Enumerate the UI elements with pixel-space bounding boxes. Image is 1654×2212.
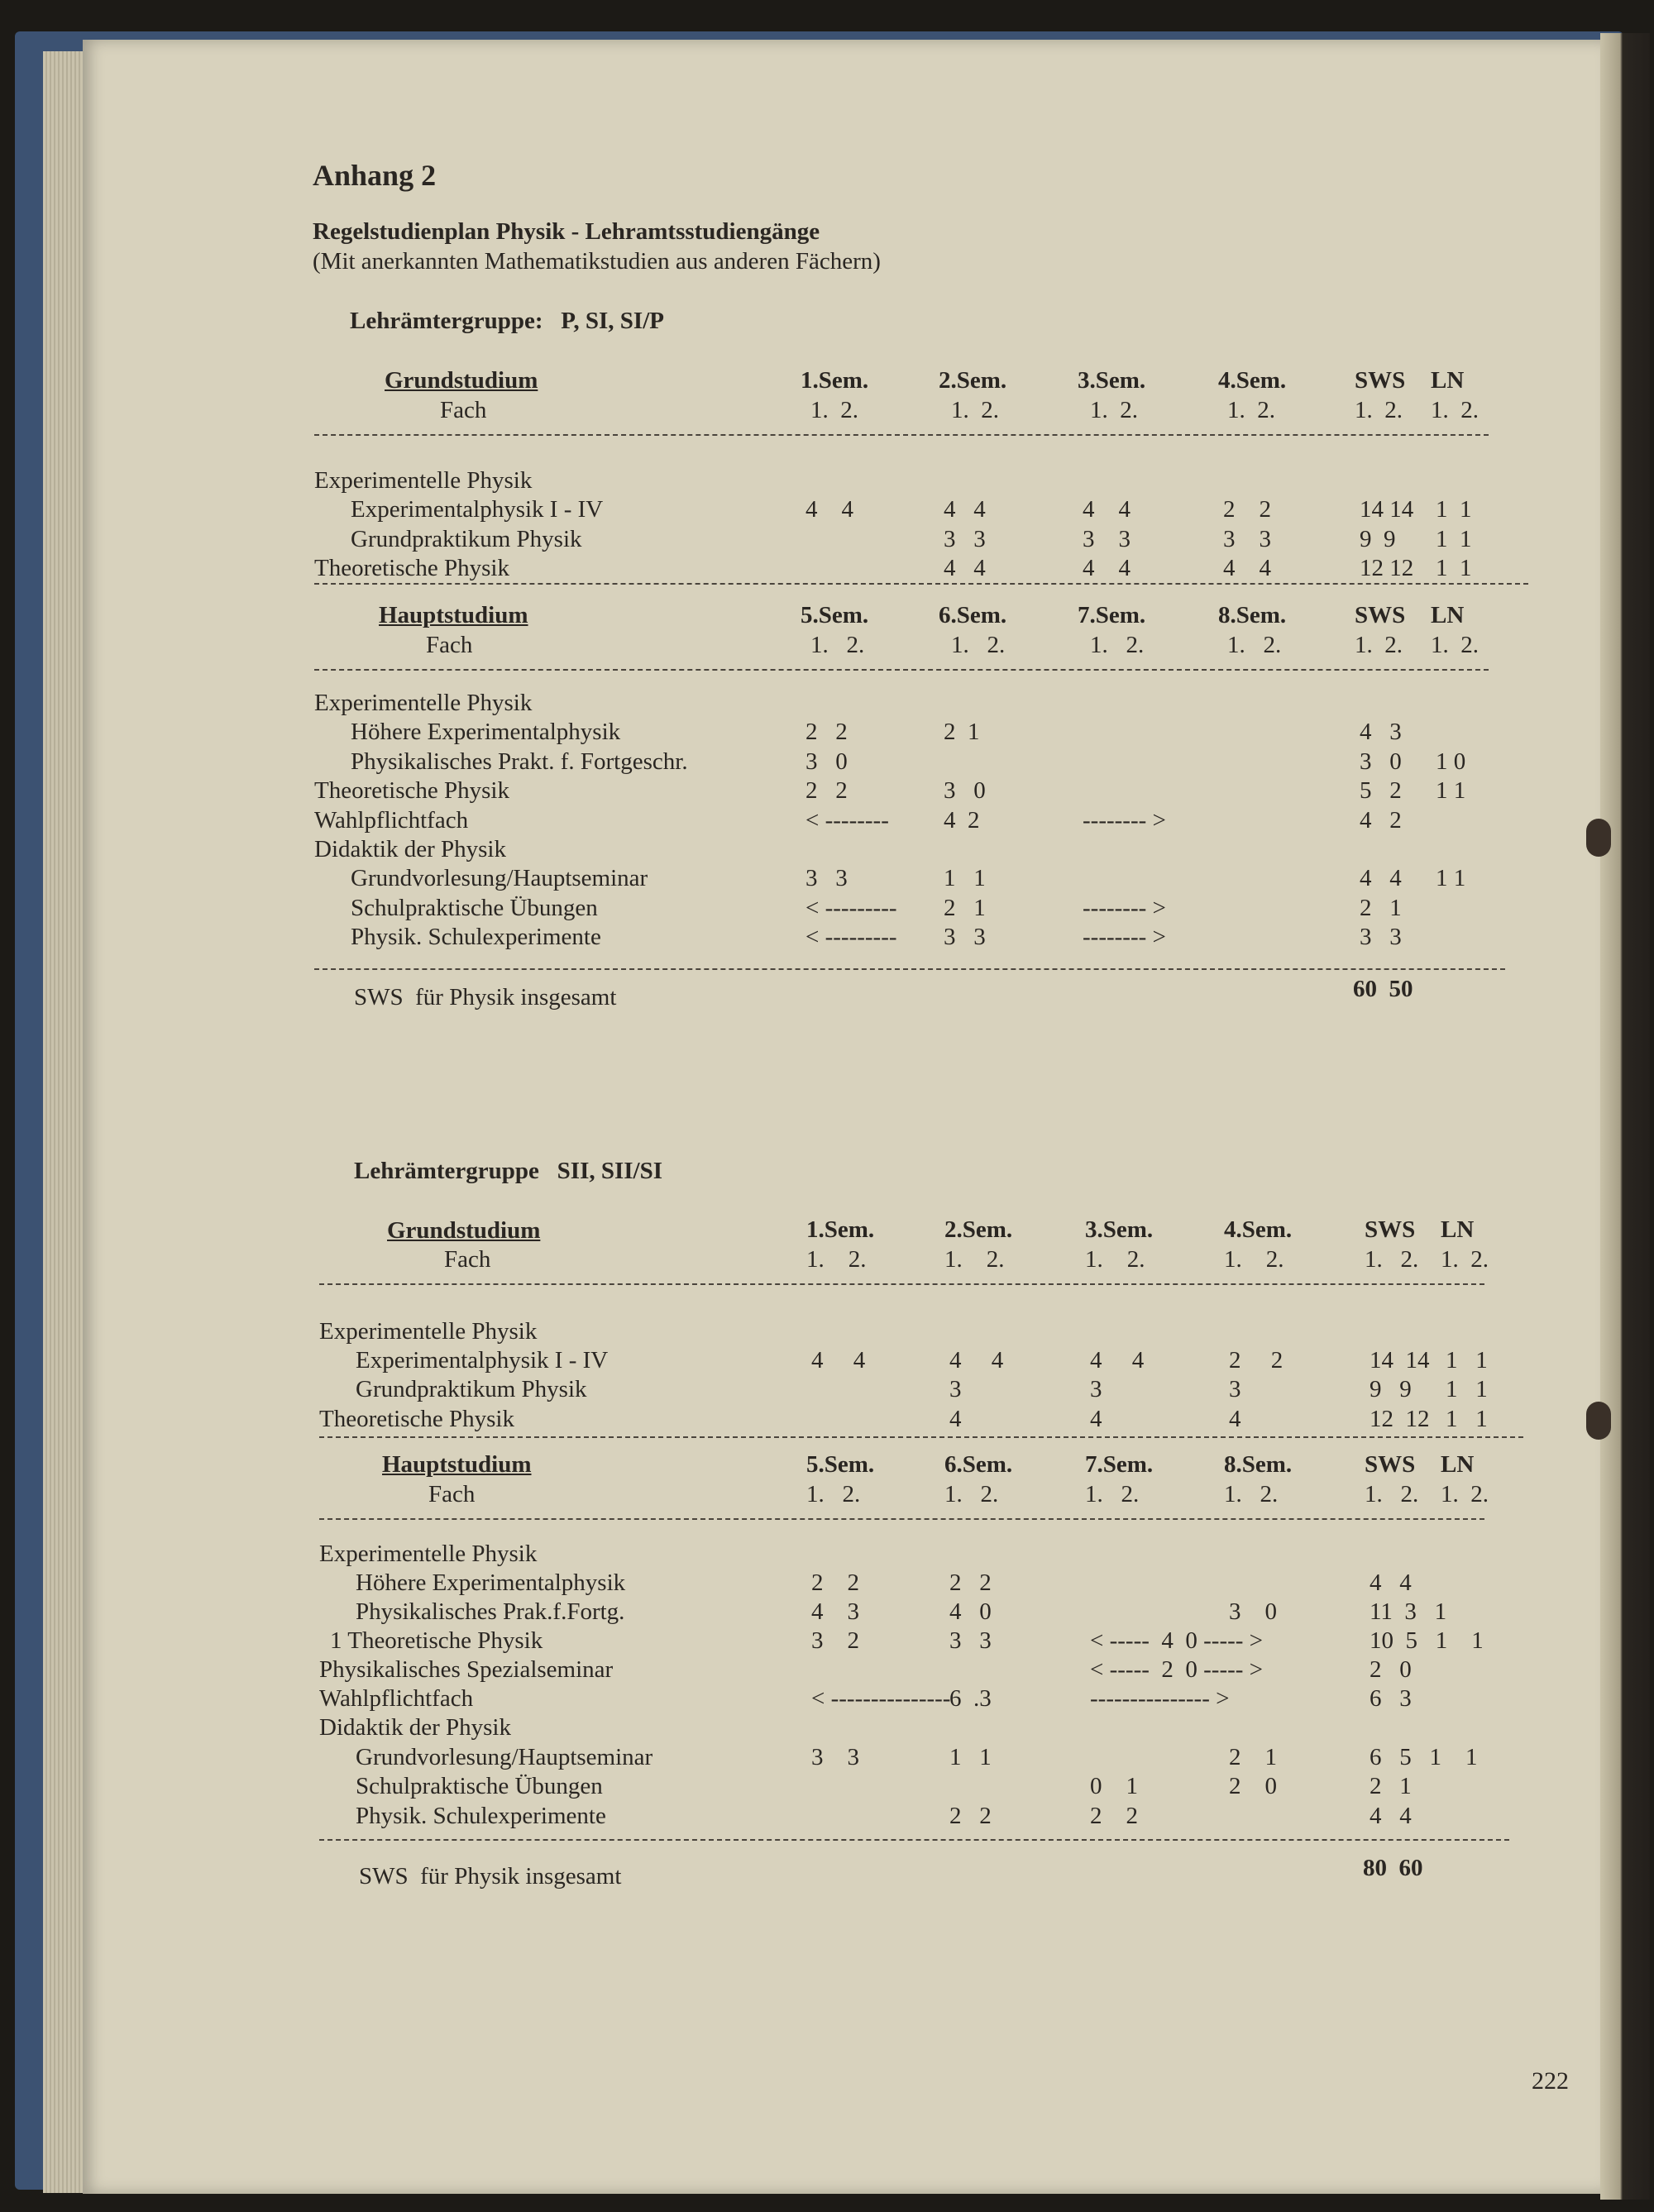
table-cell: 3 0 (1229, 1598, 1277, 1625)
table-cell: 1 1 (1436, 865, 1466, 891)
table-cell: 3 (1229, 1376, 1241, 1402)
table-cell: 6 5 1 1 (1370, 1744, 1478, 1770)
sub-column-header: 1. 2. (1431, 397, 1479, 423)
table-cell: 4 2 (944, 807, 980, 834)
table-cell: 4 4 (811, 1347, 866, 1374)
appendix-title: Anhang 2 (313, 159, 437, 192)
sws-header: SWS (1355, 602, 1406, 628)
dashed-rule (314, 434, 1489, 436)
dashed-rule (314, 669, 1489, 671)
row-label: Experimentelle Physik (319, 1541, 538, 1567)
table-cell: 3 3 (811, 1744, 859, 1770)
semester-header: 1.Sem. (806, 1216, 875, 1243)
table-cell: 3 (949, 1376, 962, 1402)
sub-column-header: 1. 2. (1365, 1481, 1419, 1507)
table-cell: 3 3 (1360, 924, 1402, 950)
table-cell: 10 5 1 1 (1370, 1627, 1484, 1654)
total-value: 80 60 (1363, 1855, 1423, 1881)
table-cell: 1 1 (1436, 777, 1466, 804)
document-title: Regelstudienplan Physik - Lehramtsstudiengänge (313, 218, 820, 245)
table-cell: 3 3 (944, 924, 986, 950)
table-cell: 4 4 (1370, 1803, 1412, 1829)
sub-column-header: 1. 2. (1355, 632, 1403, 658)
sub-column-header: 1. 2. (944, 1481, 999, 1507)
row-label: Physikalisches Prakt. f. Fortgeschr. (351, 748, 688, 775)
table-cell: 2 2 (805, 719, 848, 745)
semester-header: 5.Sem. (801, 602, 869, 628)
grundstudium-heading: Grundstudium (387, 1217, 541, 1244)
dashed-rule (319, 1518, 1484, 1520)
row-label: Grundpraktikum Physik (351, 526, 582, 552)
table-cell: 3 3 (805, 865, 848, 891)
table-cell: 3 0 (944, 777, 986, 804)
table-cell: < ----- 2 0 ----- > (1090, 1656, 1264, 1683)
table-cell: 1 1 (1436, 526, 1472, 552)
table-cell: 2 1 (1360, 895, 1402, 921)
table-cell: 1 0 (1436, 748, 1466, 775)
table-cell: < --------- (805, 924, 897, 950)
sws-header: SWS (1365, 1216, 1416, 1243)
row-label: Experimentelle Physik (314, 467, 533, 494)
sub-column-header: 1. 2. (1085, 1481, 1140, 1507)
semester-header: 5.Sem. (806, 1451, 875, 1478)
sub-column-header: 1. 2. (1227, 397, 1275, 423)
sub-column-header: 1. 2. (1090, 397, 1138, 423)
group-title: Lehrämtergruppe SII, SII/SI (354, 1158, 663, 1184)
table-cell: 4 4 (1370, 1569, 1412, 1596)
table-cell: < --------------- (811, 1685, 951, 1712)
row-label: Grundvorlesung/Hauptseminar (351, 865, 648, 891)
table-cell: 3 3 (1083, 526, 1131, 552)
sub-column-header: 1. 2. (951, 397, 999, 423)
hauptstudium-heading: Hauptstudium (379, 602, 528, 628)
dashed-rule (319, 1839, 1509, 1841)
table-cell: -------- > (1083, 924, 1166, 950)
table-cell: 6 .3 (949, 1685, 992, 1712)
table-cell: 4 4 (1090, 1347, 1145, 1374)
semester-header: 7.Sem. (1078, 602, 1146, 628)
table-cell: < ----- 4 0 ----- > (1090, 1627, 1264, 1654)
table-cell: 1 1 (1446, 1406, 1488, 1432)
sub-column-header: 1. 2. (806, 1481, 861, 1507)
semester-header: 7.Sem. (1085, 1451, 1154, 1478)
sub-column-header: 1. 2. (944, 1246, 1005, 1273)
table-cell: 4 4 (1223, 555, 1271, 581)
table-cell: 3 3 (944, 526, 986, 552)
sub-column-header: 1. 2. (1224, 1246, 1284, 1273)
table-cell: 12 12 (1360, 555, 1414, 581)
row-label: Theoretische Physik (319, 1406, 514, 1432)
table-cell: 5 2 (1360, 777, 1402, 804)
group-title: Lehrämtergruppe: P, SI, SI/P (350, 308, 664, 334)
ln-header: LN (1431, 367, 1465, 394)
ln-header: LN (1441, 1451, 1475, 1478)
sub-column-header: 1. 2. (1085, 1246, 1145, 1273)
row-label: Wahlpflichtfach (319, 1685, 474, 1712)
sub-column-header: 1. 2. (1365, 1246, 1419, 1273)
sub-column-header: 1. 2. (810, 397, 858, 423)
table-cell: 2 2 (805, 777, 848, 804)
sub-column-header: 1. 2. (1224, 1481, 1279, 1507)
row-label: Grundvorlesung/Hauptseminar (356, 1744, 653, 1770)
table-cell: 1 1 (1446, 1376, 1488, 1402)
table-cell: 2 2 (1090, 1803, 1138, 1829)
table-cell: 4 (949, 1406, 962, 1432)
dashed-rule (314, 583, 1528, 585)
table-cell: 4 4 (944, 555, 986, 581)
table-cell: 14 14 (1370, 1347, 1430, 1374)
sub-column-header: 1. 2. (1227, 632, 1282, 658)
table-cell: 4 3 (811, 1598, 859, 1625)
sub-column-header: 1. 2. (1090, 632, 1145, 658)
table-cell: < --------- (805, 895, 897, 921)
table-cell: 2 2 (1229, 1347, 1284, 1374)
dashed-rule (319, 1283, 1484, 1285)
dashed-rule (314, 968, 1505, 970)
sub-column-header: 1. 2. (810, 632, 865, 658)
sub-column-header: 1. 2. (1355, 397, 1403, 423)
table-cell: 1 1 (1436, 496, 1472, 523)
table-cell: 4 4 (949, 1347, 1004, 1374)
document-subtitle: (Mit anerkannten Mathematikstudien aus anderen Fächern) (313, 248, 881, 275)
row-label: Höhere Experimentalphysik (356, 1569, 626, 1596)
semester-header: 2.Sem. (939, 367, 1007, 394)
row-label: Höhere Experimentalphysik (351, 719, 621, 745)
table-cell: 12 12 (1370, 1406, 1430, 1432)
sub-column-header: 1. 2. (1441, 1481, 1489, 1507)
semester-header: 4.Sem. (1218, 367, 1287, 394)
table-cell: -------- > (1083, 807, 1166, 834)
table-cell: 2 2 (949, 1569, 992, 1596)
table-cell: 2 2 (811, 1569, 859, 1596)
row-label: Physik. Schulexperimente (351, 924, 601, 950)
sws-header: SWS (1365, 1451, 1416, 1478)
dashed-rule (319, 1436, 1523, 1438)
fach-label: Fach (428, 1481, 476, 1507)
ln-header: LN (1431, 602, 1465, 628)
table-cell: 1 1 (1436, 555, 1472, 581)
total-label: SWS für Physik insgesamt (354, 984, 617, 1010)
table-cell: 3 0 (1360, 748, 1402, 775)
table-cell: 9 9 (1370, 1376, 1412, 1402)
table-cell: 4 4 (944, 496, 986, 523)
table-cell: 4 4 (1083, 555, 1131, 581)
table-cell: 2 1 (944, 895, 986, 921)
semester-header: 4.Sem. (1224, 1216, 1293, 1243)
row-label: 1 Theoretische Physik (330, 1627, 543, 1654)
table-cell: 3 0 (805, 748, 848, 775)
table-cell: 1 1 (944, 865, 986, 891)
table-cell: 1 1 (1446, 1347, 1488, 1374)
table-cell: 11 3 1 (1370, 1598, 1447, 1625)
fach-label: Fach (440, 397, 487, 423)
table-cell: 2 0 (1229, 1773, 1277, 1799)
hauptstudium-heading: Hauptstudium (382, 1451, 532, 1478)
row-label: Didaktik der Physik (314, 836, 506, 862)
sub-column-header: 1. 2. (1431, 632, 1479, 658)
row-label: Physikalisches Prak.f.Fortg. (356, 1598, 625, 1625)
sub-column-header: 1. 2. (1441, 1246, 1489, 1273)
table-cell: 4 0 (949, 1598, 992, 1625)
row-label: Didaktik der Physik (319, 1714, 511, 1741)
table-cell: 3 2 (811, 1627, 859, 1654)
row-label: Wahlpflichtfach (314, 807, 469, 834)
row-label: Experimentalphysik I - IV (351, 496, 604, 523)
table-cell: 2 0 (1370, 1656, 1412, 1683)
table-cell: 1 1 (949, 1744, 992, 1770)
sub-column-header: 1. 2. (951, 632, 1006, 658)
row-label: Physikalisches Spezialseminar (319, 1656, 614, 1683)
table-cell: 2 2 (949, 1803, 992, 1829)
table-cell: 0 1 (1090, 1773, 1138, 1799)
semester-header: 6.Sem. (939, 602, 1007, 628)
semester-header: 3.Sem. (1085, 1216, 1154, 1243)
total-label: SWS für Physik insgesamt (359, 1863, 622, 1890)
fach-label: Fach (426, 632, 473, 658)
table-cell: 14 14 (1360, 496, 1414, 523)
row-label: Experimentelle Physik (319, 1318, 538, 1345)
table-cell: 4 3 (1360, 719, 1402, 745)
table-cell: 3 3 (949, 1627, 992, 1654)
table-cell: 4 4 (1083, 496, 1131, 523)
semester-header: 6.Sem. (944, 1451, 1013, 1478)
semester-header: 2.Sem. (944, 1216, 1013, 1243)
row-label: Experimentalphysik I - IV (356, 1347, 609, 1374)
table-cell: 2 1 (1229, 1744, 1277, 1770)
table-cell: 2 1 (944, 719, 980, 745)
row-label: Schulpraktische Übungen (351, 895, 598, 921)
row-label: Experimentelle Physik (314, 690, 533, 716)
grundstudium-heading: Grundstudium (385, 367, 538, 394)
ln-header: LN (1441, 1216, 1475, 1243)
table-cell: 4 (1090, 1406, 1102, 1432)
row-label: Schulpraktische Übungen (356, 1773, 603, 1799)
table-cell: 2 1 (1370, 1773, 1412, 1799)
fach-label: Fach (444, 1246, 491, 1273)
table-cell: 4 2 (1360, 807, 1402, 834)
table-cell: 2 2 (1223, 496, 1271, 523)
table-cell: --------------- > (1090, 1685, 1230, 1712)
semester-header: 3.Sem. (1078, 367, 1146, 394)
sws-header: SWS (1355, 367, 1406, 394)
table-cell: 9 9 (1360, 526, 1396, 552)
semester-header: 1.Sem. (801, 367, 869, 394)
table-cell: < -------- (805, 807, 889, 834)
row-label: Theoretische Physik (314, 777, 509, 804)
table-cell: 4 4 (805, 496, 853, 523)
page-number: 222 (1532, 2067, 1569, 2095)
semester-header: 8.Sem. (1224, 1451, 1293, 1478)
table-cell: 4 4 (1360, 865, 1402, 891)
table-cell: 6 3 (1370, 1685, 1412, 1712)
semester-header: 8.Sem. (1218, 602, 1287, 628)
total-value: 60 50 (1353, 976, 1413, 1002)
table-cell: -------- > (1083, 895, 1166, 921)
table-cell: 3 3 (1223, 526, 1271, 552)
table-cell: 3 (1090, 1376, 1102, 1402)
table-cell: 4 (1229, 1406, 1241, 1432)
row-label: Theoretische Physik (314, 555, 509, 581)
sub-column-header: 1. 2. (806, 1246, 867, 1273)
row-label: Grundpraktikum Physik (356, 1376, 587, 1402)
row-label: Physik. Schulexperimente (356, 1803, 606, 1829)
